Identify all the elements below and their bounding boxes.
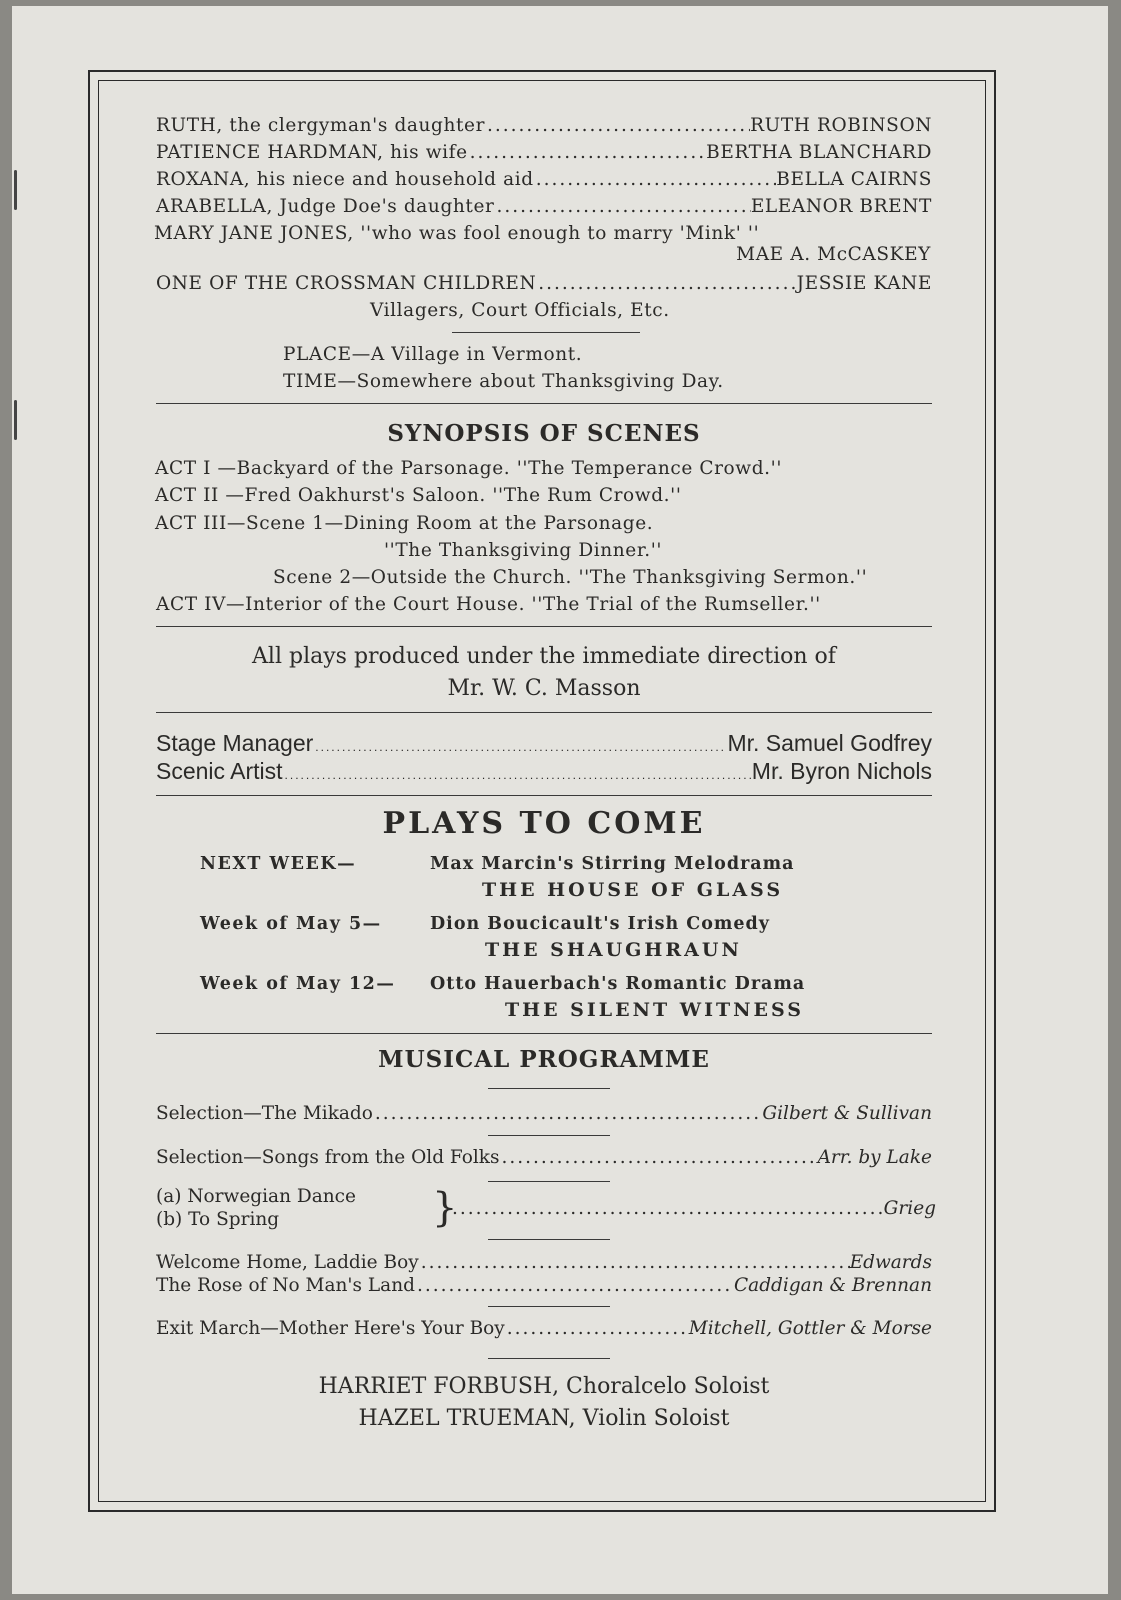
music-composer: Grieg bbox=[883, 1198, 936, 1219]
divider bbox=[488, 1088, 610, 1089]
synopsis-line: ACT III—Scene 1—Dining Room at the Parsonage. bbox=[155, 513, 654, 534]
music-piece: (b) To Spring bbox=[156, 1209, 280, 1230]
soloist-line: HAZEL TRUEMAN, Violin Soloist bbox=[358, 1406, 730, 1431]
cast-actor: BELLA CAIRNS bbox=[776, 169, 932, 190]
director-name: Mr. W. C. Masson bbox=[447, 676, 641, 701]
brace-icon: } bbox=[432, 1185, 458, 1231]
music-row bbox=[156, 1318, 932, 1339]
play-title: THE HOUSE OF GLASS bbox=[482, 879, 784, 901]
binding-staple bbox=[14, 170, 17, 210]
soloist-line: HARRIET FORBUSH, Choralcelo Soloist bbox=[318, 1374, 770, 1399]
music-row bbox=[156, 1103, 932, 1124]
music-composer: Arr. by Lake bbox=[817, 1147, 932, 1168]
cast-role: PATIENCE HARDMAN, his wife bbox=[156, 142, 468, 163]
synopsis-line: Scene 2—Outside the Church. ''The Thanksgiving Sermon.'' bbox=[273, 567, 868, 588]
cast-role: ARABELLA, Judge Doe's daughter bbox=[156, 196, 495, 217]
divider bbox=[452, 332, 640, 333]
synopsis-title: SYNOPSIS OF SCENES bbox=[387, 420, 701, 447]
setting-place: PLACE—A Village in Vermont. bbox=[283, 344, 583, 365]
play-date: Week of May 5— bbox=[200, 914, 382, 934]
staff-role: Stage Manager bbox=[156, 730, 314, 756]
cast-role: RUTH, the clergyman's daughter bbox=[156, 115, 486, 136]
cast-row bbox=[156, 273, 932, 294]
cast-role: MARY JANE JONES, ''who was fool enough to marry 'Mink' '' bbox=[154, 223, 760, 244]
cast-row bbox=[156, 196, 932, 217]
staff-name: Mr. Samuel Godfrey bbox=[727, 730, 932, 756]
divider bbox=[156, 626, 932, 627]
divider bbox=[156, 403, 932, 404]
music-piece: Selection—The Mikado bbox=[156, 1103, 373, 1124]
divider bbox=[156, 712, 932, 713]
music-row bbox=[156, 1147, 932, 1168]
plays-to-come-title: PLAYS TO COME bbox=[382, 806, 706, 841]
cast-role: ONE OF THE CROSSMAN CHILDREN bbox=[156, 273, 537, 294]
cast-row bbox=[156, 169, 932, 190]
synopsis-line: ACT II —Fred Oakhurst's Saloon. ''The Rum Crowd.'' bbox=[155, 485, 682, 506]
play-description: Dion Boucicault's Irish Comedy bbox=[430, 914, 770, 934]
cast-actor: ELEANOR BRENT bbox=[750, 196, 932, 217]
play-description: Otto Hauerbach's Romantic Drama bbox=[430, 974, 806, 994]
music-row bbox=[450, 1198, 936, 1219]
cast-actor: MAE A. McCASKEY bbox=[736, 244, 931, 265]
cast-row bbox=[156, 115, 932, 136]
play-date: Week of May 12— bbox=[200, 974, 396, 994]
music-piece: (a) Norwegian Dance bbox=[156, 1186, 356, 1207]
play-title: THE SILENT WITNESS bbox=[505, 999, 804, 1021]
setting-time: TIME—Somewhere about Thanksgiving Day. bbox=[283, 371, 724, 392]
music-piece: Selection—Songs from the Old Folks bbox=[156, 1147, 500, 1168]
music-composer: Caddigan & Brennan bbox=[734, 1275, 932, 1296]
staff-name: Mr. Byron Nichols bbox=[751, 758, 932, 784]
play-date: NEXT WEEK— bbox=[200, 854, 357, 874]
synopsis-line: ACT IV—Interior of the Court House. ''The Trial of the Rumseller.'' bbox=[156, 594, 821, 615]
synopsis-line: ''The Thanksgiving Dinner.'' bbox=[384, 540, 663, 561]
play-description: Max Marcin's Stirring Melodrama bbox=[430, 854, 795, 874]
divider bbox=[488, 1181, 610, 1182]
music-piece: Welcome Home, Laddie Boy bbox=[156, 1252, 419, 1273]
music-row bbox=[156, 1252, 932, 1273]
staff-role: Scenic Artist bbox=[156, 758, 283, 784]
divider bbox=[488, 1306, 610, 1307]
cast-extras: Villagers, Court Officials, Etc. bbox=[370, 300, 670, 321]
divider bbox=[488, 1358, 610, 1359]
divider bbox=[488, 1135, 610, 1136]
music-composer: Mitchell, Gottler & Morse bbox=[688, 1318, 932, 1339]
music-row bbox=[156, 1275, 932, 1296]
divider bbox=[156, 795, 932, 796]
music-piece: Exit March—Mother Here's Your Boy bbox=[156, 1318, 505, 1339]
direction-line: All plays produced under the immediate direction of bbox=[252, 644, 836, 669]
divider bbox=[488, 1239, 610, 1240]
cast-actor: BERTHA BLANCHARD bbox=[706, 142, 932, 163]
synopsis-line: ACT I —Backyard of the Parsonage. ''The Temperance Crowd.'' bbox=[155, 458, 783, 479]
divider bbox=[156, 1033, 932, 1034]
music-piece: The Rose of No Man's Land bbox=[156, 1275, 415, 1296]
cast-actor: JESSIE KANE bbox=[796, 273, 932, 294]
play-title: THE SHAUGHRAUN bbox=[485, 939, 742, 961]
cast-role: ROXANA, his niece and household aid bbox=[156, 169, 534, 190]
music-composer: Gilbert & Sullivan bbox=[762, 1103, 932, 1124]
staff-row bbox=[156, 758, 932, 785]
staff-row bbox=[156, 730, 932, 757]
cast-row bbox=[156, 142, 932, 163]
music-title: MUSICAL PROGRAMME bbox=[378, 1046, 710, 1073]
cast-actor: RUTH ROBINSON bbox=[750, 115, 932, 136]
music-composer: Edwards bbox=[849, 1252, 932, 1273]
binding-staple bbox=[14, 400, 17, 440]
